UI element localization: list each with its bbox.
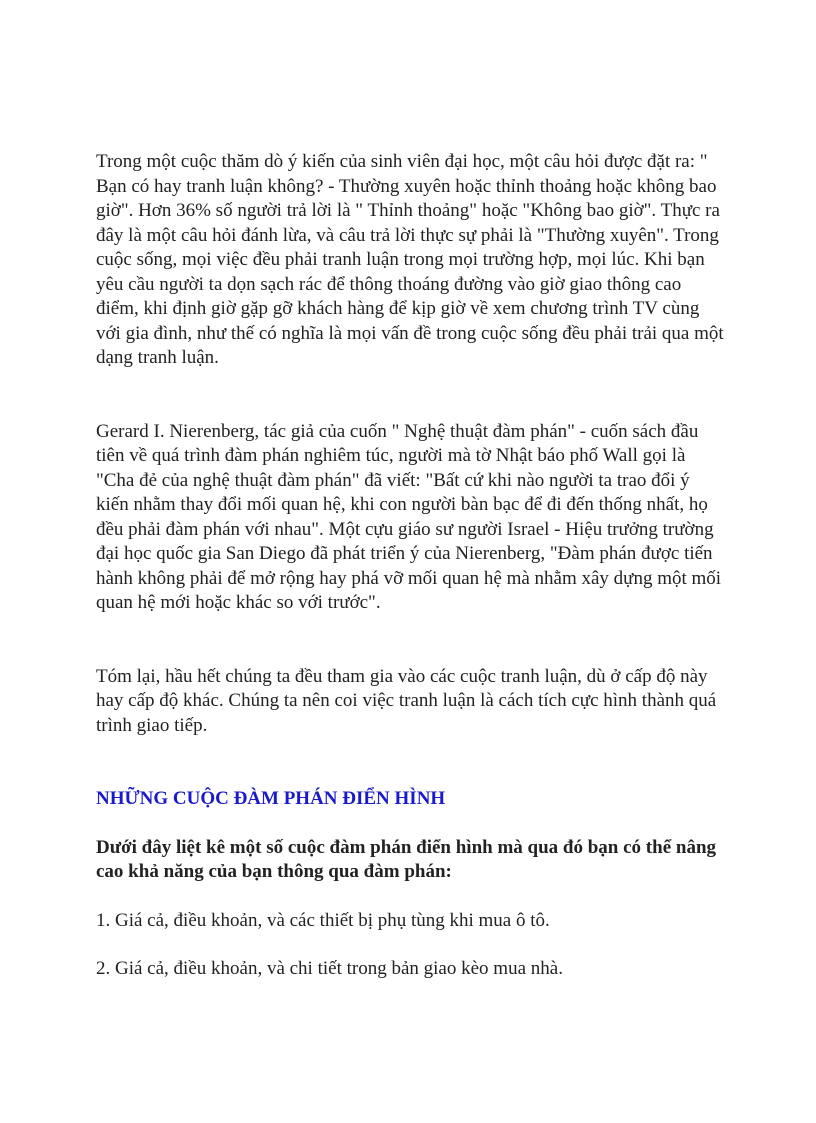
document-body [96, 150, 724, 982]
paragraph-nierenberg: Gerard I. Nierenberg, tác giả của cuốn " Nghệ thuật đàm phán" - cuốn sách đầu tiên về quá trình đàm phán nghiêm túc, người mà tờ Nhật báo phố Wall gọi là "Cha đẻ của nghệ thuật đàm phán" đã viết: "Bất cứ khi nào người ta trao đổi ý kiến nhằm thay đổi mối quan hệ, khi con người bàn bạc để đi đến thống nhất, họ đều phải đàm phán với nhau". Một cựu giáo sư người Israel - Hiệu trưởng trường đại học quốc gia San Diego đã phát triển ý của Nierenberg, "Đàm phán được tiến hành không phải để mở rộng hay phá vỡ mối quan hệ mà nhằm xây dựng một mối quan hệ mới hoặc khác so với trước". [96, 420, 722, 613]
paragraph-spacer [96, 616, 724, 665]
paragraph-survey: Trong một cuộc thăm dò ý kiến của sinh viên đại học, một câu hỏi được đặt ra: " Bạn có hay tranh luận không? - Thường xuyên hoặc thỉnh thoảng hoặc không bao giờ". Hơn 36% số người trả lời là " Thỉnh thoảng" hoặc "Không bao giờ". Thực ra đây là một câu hỏi đánh lừa, và câu trả lời thực sự phải là "Thường xuyên". Trong cuộc sống, mọi việc đều phải tranh luận trong mọi trường hợp, mọi lúc. Khi bạn yêu cầu người ta dọn sạch rác để thông thoáng đường vào giờ giao thông cao điểm, khi định giờ gặp gỡ khách hàng để kịp giờ về xem chương trình TV cùng với gia đình, như thế có nghĩa là mọi vấn đề trong cuộc sống đều phải trải qua một dạng tranh luận. [96, 151, 724, 368]
paragraph-summary: Tóm lại, hầu hết chúng ta đều tham gia vào các cuộc tranh luận, dù ở cấp độ này hay cấp độ khác. Chúng ta nên coi việc tranh luận là cách tích cực hình thành quá trình giao tiếp. [96, 665, 717, 736]
list-item: 2. Giá cả, điều khoản, và chi tiết trong bản giao kèo mua nhà. [96, 958, 563, 979]
paragraph-spacer [96, 885, 724, 909]
list-item: 1. Giá cả, điều khoản, và các thiết bị phụ tùng khi mua ô tô. [96, 909, 550, 931]
paragraph-spacer [96, 371, 724, 420]
section-heading: NHỮNG CUỘC ĐÀM PHÁN ĐIỂN HÌNH [96, 788, 446, 809]
paragraph-spacer [96, 812, 724, 836]
lead-text: Dưới đây liệt kê một số cuộc đàm phán điển hình mà qua đó bạn có thể nâng cao khả năng của bạn thông qua đàm phán: [96, 836, 717, 882]
paragraph-spacer [96, 738, 724, 787]
paragraph-spacer [96, 933, 724, 957]
